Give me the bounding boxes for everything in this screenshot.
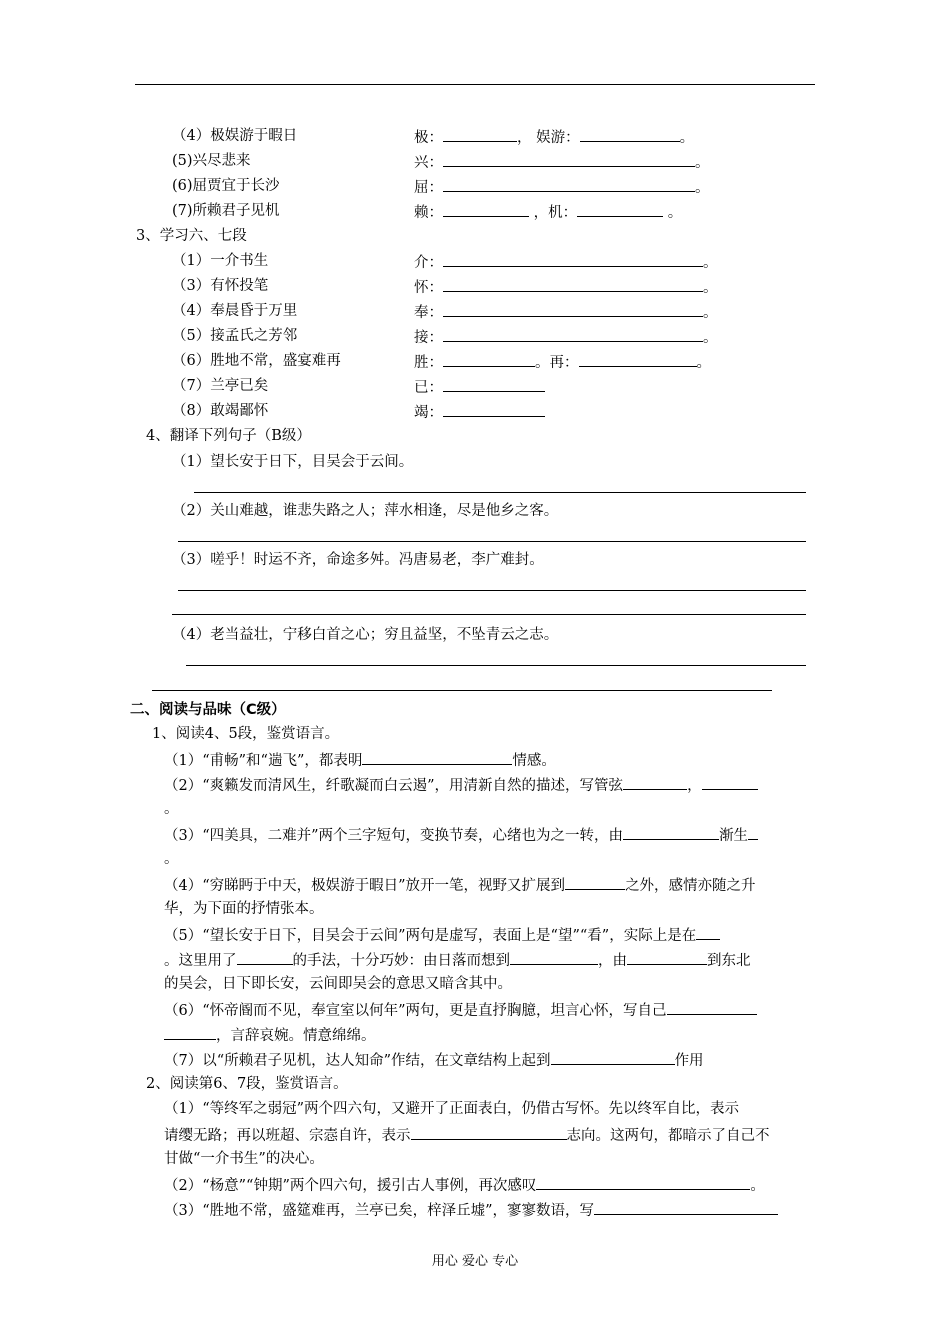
- list-item-answer: 屈： 。: [414, 176, 710, 198]
- translate-sentence: （1）望长安于日下，目吴会于云间。: [172, 454, 414, 470]
- list-item: （4）极娱游于暇日: [172, 128, 298, 144]
- list-item: (7)所赖君子见机: [172, 203, 280, 219]
- list-item-answer: 赖： ，机： 。: [414, 201, 682, 223]
- translate-sentence: （3）嗟乎！时运不齐，命途多舛。冯唐易老，李广难封。: [172, 552, 544, 568]
- paragraph: 请缨无路；再以班超、宗悫自许，表示 志向。这两句，都暗示了自己不: [164, 1124, 770, 1146]
- paragraph: （2）“爽籁发而清风生，纤歌凝而白云遏”，用清新自然的描述，写管弦 ，: [164, 774, 758, 796]
- list-item-answer: 接： 。: [414, 326, 718, 348]
- paragraph: 。: [164, 801, 179, 817]
- list-item: （3）有怀投笔: [172, 278, 269, 294]
- header-rule: [135, 84, 815, 85]
- paragraph: 。: [164, 851, 179, 867]
- answer-line: [178, 541, 806, 542]
- paragraph: 。这里用了 的手法，十分巧妙：由日落而想到 ，由 到东北: [164, 949, 751, 971]
- list-item: （8）敢竭鄙怀: [172, 403, 269, 419]
- page-footer: 用心 爱心 专心: [431, 1254, 519, 1269]
- answer-line: [186, 665, 806, 666]
- answer-line: [152, 690, 772, 691]
- list-item-answer: 胜： 。再： 。: [414, 351, 711, 373]
- paragraph: （7）以“所赖君子见机，达人知命”作结，在文章结构上起到 作用: [164, 1049, 704, 1071]
- translate-sentence: （4）老当益壮，宁移白首之心；穷且益坚，不坠青云之志。: [172, 627, 559, 643]
- paragraph: （5）“望长安于日下，目吴会于云间”两句是虚写，表面上是“望”“看”，实际上是在: [164, 924, 720, 946]
- list-item-answer: 竭：: [414, 401, 545, 423]
- list-item-answer: 奉： 。: [414, 301, 718, 323]
- section-title: 二、阅读与品味（C级）: [130, 702, 286, 718]
- answer-line: [178, 590, 806, 591]
- list-item: (6)屈贾宜于长沙: [172, 178, 280, 194]
- question-title: 1、阅读4、5段，鉴赏语言。: [152, 726, 340, 742]
- answer-line: [172, 614, 806, 615]
- list-item: （5）接孟氏之芳邻: [172, 328, 298, 344]
- question-title: 4、翻译下列句子（B级）: [146, 428, 311, 444]
- list-item-answer: 极： ， 娱游： 。: [414, 126, 694, 148]
- translate-sentence: （2）关山难越，谁悲失路之人；萍水相逢，尽是他乡之客。: [172, 503, 559, 519]
- list-item: （6）胜地不常，盛宴难再: [172, 353, 341, 369]
- list-item: (5)兴尽悲来: [172, 153, 251, 169]
- paragraph: ，言辞哀婉。情意绵绵。: [164, 1024, 376, 1046]
- list-item-answer: 怀： 。: [414, 276, 718, 298]
- paragraph: 甘做“一介书生”的决心。: [164, 1151, 324, 1167]
- paragraph: 华，为下面的抒情张本。: [164, 901, 324, 917]
- list-item: （1）一介书生: [172, 253, 269, 269]
- paragraph: （2）“杨意”“钟期”两个四六句，援引古人事例，再次感叹 。: [164, 1174, 765, 1196]
- paragraph: （3）“胜地不常，盛筵难再，兰亭已矣，梓泽丘墟”，寥寥数语，写: [164, 1199, 778, 1221]
- list-item-answer: 兴： 。: [414, 151, 710, 173]
- paragraph: （1）“等终军之弱冠”两个四六句，又避开了正面表白，仍借古写怀。先以终军自比，表示: [164, 1101, 740, 1117]
- question-title: 3、学习六、七段: [136, 228, 247, 244]
- list-item-answer: 已：: [414, 376, 545, 398]
- paragraph: 的吴会，日下即长安，云间即吴会的意思又暗含其中。: [164, 976, 512, 992]
- paragraph: （4）“穷睇眄于中天，极娱游于暇日”放开一笔，视野又扩展到 之外，感情亦随之升: [164, 874, 756, 896]
- paragraph: （1）“甫畅”和“遄飞”，都表明 情感。: [164, 749, 556, 771]
- list-item: （7）兰亭已矣: [172, 378, 269, 394]
- paragraph: （6）“怀帝阍而不见，奉宣室以何年”两句，更是直抒胸臆，坦言心怀，写自己: [164, 999, 757, 1021]
- question-title: 2、阅读第6、7段，鉴赏语言。: [146, 1076, 348, 1092]
- paragraph: （3）“四美具，二难并”两个三字短句，变换节奏，心绪也为之一转，由 渐生: [164, 824, 758, 846]
- list-item-answer: 介： 。: [414, 251, 718, 273]
- list-item: （4）奉晨昏于万里: [172, 303, 298, 319]
- answer-line: [194, 492, 806, 493]
